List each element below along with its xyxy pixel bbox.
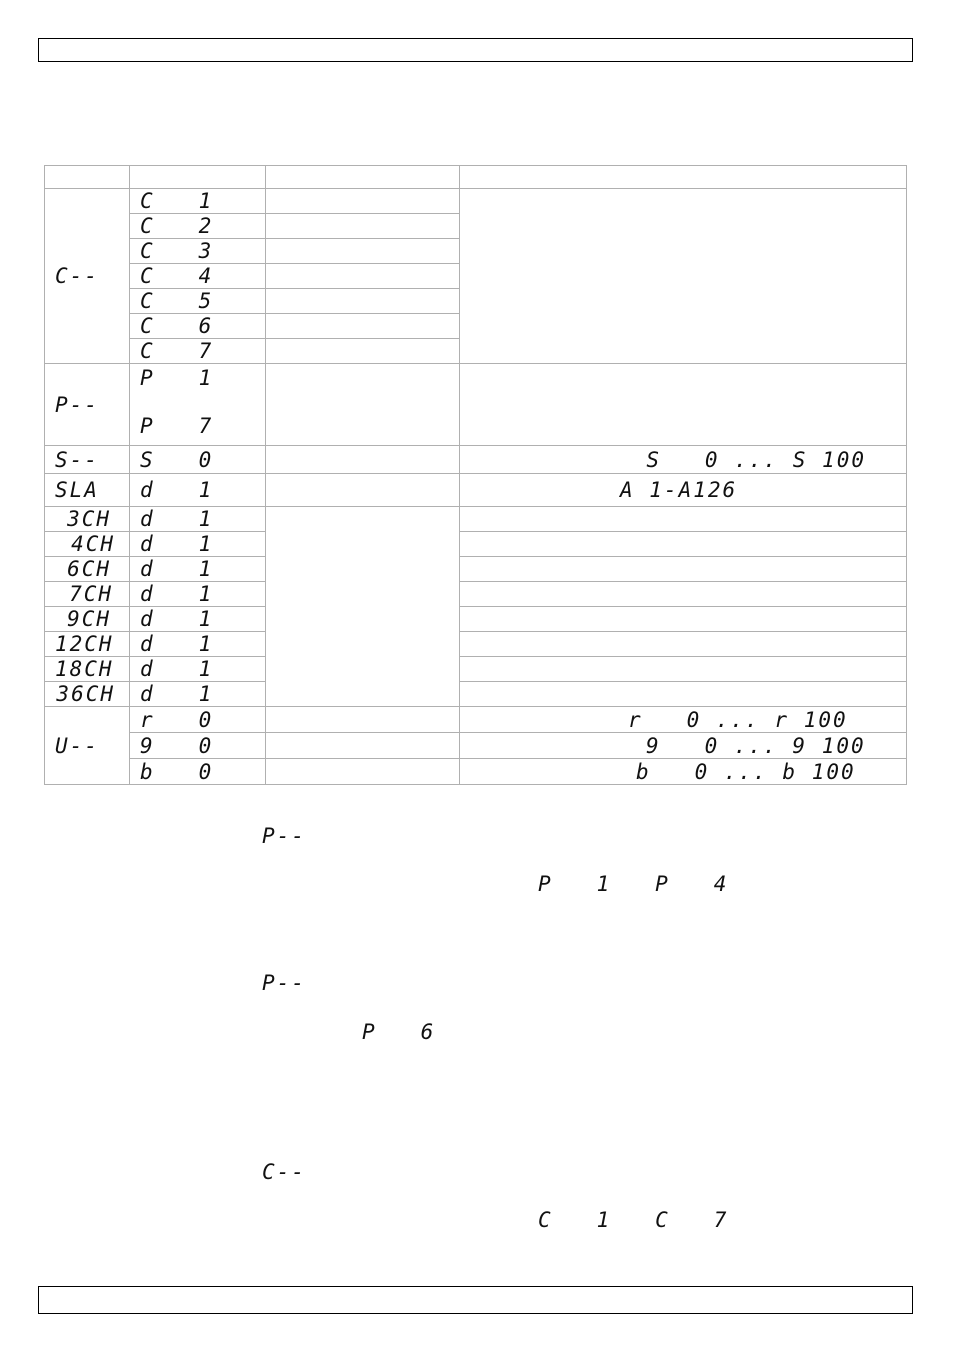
display-code: C 4 (140, 264, 214, 288)
table-row (45, 532, 907, 557)
display-code: d 1 (140, 657, 214, 681)
table-row (45, 707, 907, 733)
menu-table (44, 165, 907, 785)
table-row (45, 582, 907, 607)
display-code: S 0 (140, 447, 214, 472)
table-header-row (45, 166, 907, 189)
table-row (45, 364, 907, 446)
display-code: A 1-A126 (620, 478, 738, 502)
table-row (45, 733, 907, 759)
table-row (45, 557, 907, 582)
display-code: d 1 (140, 478, 214, 502)
footer-box (38, 1286, 913, 1314)
table-row (45, 607, 907, 632)
display-code: d 1 (140, 607, 214, 631)
display-code: S 0 ... S 100 (646, 447, 866, 472)
display-code: b 0 (140, 759, 214, 784)
table-row (45, 682, 907, 707)
table-row (45, 189, 907, 214)
display-code: C 7 (140, 339, 214, 363)
display-code: 18CH (55, 657, 114, 681)
display-code: C 3 (140, 239, 214, 263)
display-code: C 5 (140, 289, 214, 313)
display-code: d 1 (140, 582, 214, 606)
display-code: 7CH (69, 582, 113, 606)
display-code: P 1 P 4 (538, 872, 729, 896)
display-code: r 0 ... r 100 (628, 707, 848, 732)
display-code: r 0 (140, 707, 214, 732)
display-code: C-- (262, 1160, 306, 1184)
display-code: 36CH (56, 682, 115, 706)
display-code: C 6 (140, 314, 214, 338)
display-code: d 1 (140, 507, 214, 531)
display-code: 9CH (67, 607, 111, 631)
display-code: P 1 (140, 366, 214, 390)
display-code: b 0 ... b 100 (636, 759, 856, 784)
display-code: SLA (55, 478, 99, 502)
display-code: P-- (262, 971, 306, 995)
display-code: C 1 C 7 (538, 1208, 729, 1232)
table-row (45, 657, 907, 682)
display-code: C 2 (140, 214, 214, 238)
table-row (45, 632, 907, 657)
header-box (38, 38, 913, 62)
display-code: 12CH (55, 632, 114, 656)
table-row (45, 446, 907, 474)
display-code: P-- (262, 824, 306, 848)
display-code: U-- (55, 733, 99, 758)
display-code: 3CH (67, 507, 111, 531)
display-code: d 1 (140, 532, 214, 556)
table-row (45, 507, 907, 532)
display-code: d 1 (140, 632, 214, 656)
display-code: S-- (55, 447, 99, 472)
display-code: 9 0 ... 9 100 (646, 733, 866, 758)
display-code: d 1 (140, 682, 214, 706)
display-code: C 1 (140, 189, 214, 213)
table-row (45, 759, 907, 785)
display-code: C-- (55, 264, 99, 288)
display-code: P 7 (140, 414, 214, 438)
display-code: P-- (55, 392, 99, 417)
display-code: 4CH (71, 532, 115, 556)
display-code: d 1 (140, 557, 214, 581)
display-code: P 6 (362, 1020, 436, 1044)
table-row (45, 474, 907, 507)
display-code: 9 0 (140, 733, 214, 758)
display-code: 6CH (67, 557, 111, 581)
